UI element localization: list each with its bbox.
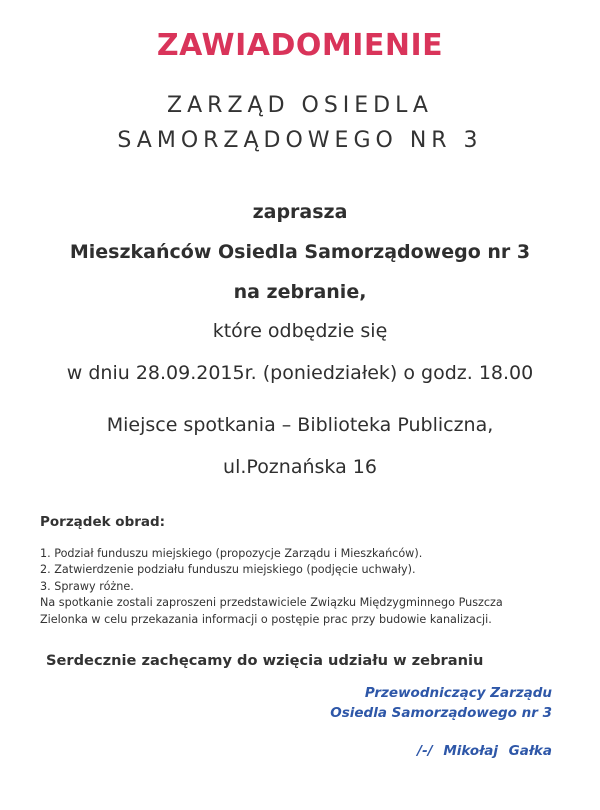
agenda-item: 1. Podział funduszu miejskiego (propozycje Zarządu i Mieszkańców).	[40, 547, 423, 560]
encouragement-text: Serdecznie zachęcamy do wzięcia udziału w zebraniu	[46, 652, 484, 669]
agenda-note-line1: Na spotkanie zostali zaproszeni przedstawiciele Związku Międzygminnego Puszcza	[40, 596, 503, 610]
signature-name: /-/ Mikołaj Gałka	[417, 743, 552, 759]
document-title: ZAWIADOMIENIE	[156, 28, 444, 63]
organization-name-line2: SAMORZĄDOWEGO NR 3	[117, 128, 483, 153]
will-take-place-text: które odbędzie się	[212, 320, 388, 342]
invitees-text: Mieszkańców Osiedla Samorządowego nr 3	[69, 241, 531, 263]
agenda-list	[40, 546, 580, 628]
agenda-item: 3. Sprawy różne.	[40, 579, 134, 593]
agenda-title: Porządek obrad:	[40, 514, 166, 530]
meeting-place: Miejsce spotkania – Biblioteka Publiczna,	[106, 414, 494, 436]
meeting-text: na zebranie,	[233, 281, 367, 303]
meeting-date-time: w dniu 28.09.2015r. (poniedziałek) o godz. 18.00	[66, 362, 534, 384]
meeting-address: ul.Poznańska 16	[223, 456, 377, 478]
signature-role-line1: Przewodniczący Zarządu	[364, 685, 552, 701]
agenda-note-line2: Zielonka w celu przekazania informacji o postępie prac przy budowie kanalizacji.	[40, 612, 492, 626]
invites-text: zaprasza	[252, 201, 348, 223]
signature-role-line2: Osiedla Samorządowego nr 3	[330, 705, 552, 721]
agenda-item: 2. Zatwierdzenie podziału funduszu miejskiego (podjęcie uchwały).	[40, 563, 416, 577]
organization-name-line1: ZARZĄD OSIEDLA	[167, 93, 433, 118]
